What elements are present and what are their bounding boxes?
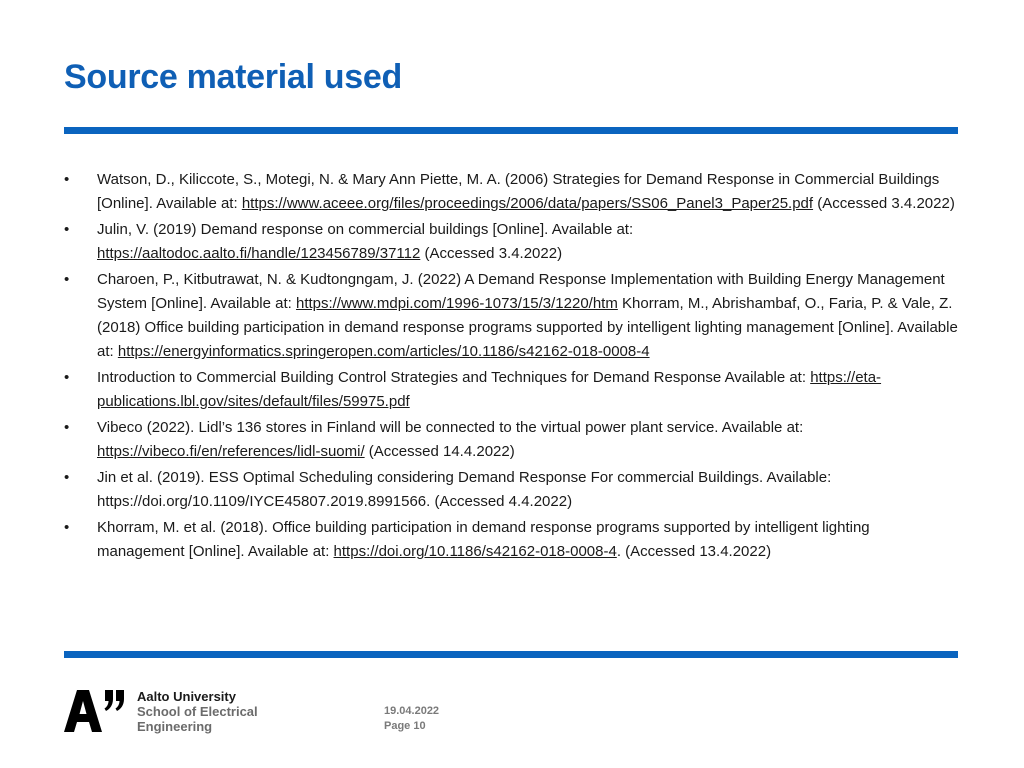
reference-text: Charoen, P., Kitbutrawat, N. & Kudtongngam, J. (2022) A Demand Response Implementation with Building Energy Management System [Online]. Available at: <box>97 271 945 312</box>
reference-item <box>64 268 960 364</box>
reference-item <box>64 366 960 414</box>
reference-link[interactable]: https://www.mdpi.com/1996-1073/15/3/1220/htm <box>296 295 618 312</box>
page-number: Page 10 <box>384 720 426 732</box>
slide-title: Source material used <box>64 58 402 96</box>
reference-text: Khorram, M. et al. (2018). Office building participation in demand response programs supported by intelligent lighting management [Online]. Available at: <box>97 519 870 560</box>
reference-item <box>64 416 960 464</box>
footer-organization <box>137 689 258 734</box>
school-name-line2: Engineering <box>137 719 213 734</box>
reference-item <box>64 466 960 514</box>
reference-list <box>64 168 960 566</box>
reference-link[interactable]: https://aaltodoc.aalto.fi/handle/123456789/37112 <box>97 245 421 262</box>
bullet-icon: • <box>64 519 70 536</box>
reference-link[interactable]: https://www.aceee.org/files/proceedings/2006/data/papers/SS06_Panel3_Paper25.pdf <box>241 195 814 212</box>
reference-item <box>64 168 960 216</box>
reference-text: Introduction to Commercial Building Control Strategies and Techniques for Demand Response Available at: <box>97 369 811 386</box>
bullet-icon: • <box>64 419 70 436</box>
reference-text: Julin, V. (2019) Demand response on commercial buildings [Online]. Available at: <box>97 221 634 238</box>
reference-accessed: (Accessed 3.4.2022) <box>813 195 955 212</box>
reference-link[interactable]: https://eta-publications.lbl.gov/sites/default/files/59975.pdf <box>97 369 882 410</box>
reference-text: Khorram, M., Abrishambaf, O., Faria, P. & Vale, Z. (2018) Office building participation in demand response programs supported by intelligent lighting management [Online]. Available at: <box>97 295 958 360</box>
aalto-logo-icon <box>64 690 126 732</box>
reference-link[interactable]: https://doi.org/10.1186/s42162-018-0008-4 <box>333 543 617 560</box>
reference-accessed: (Accessed 3.4.2022) <box>420 245 563 262</box>
reference-item <box>64 516 960 564</box>
reference-link[interactable]: https://energyinformatics.springeropen.com/articles/10.1186/s42162-018-0008-4 <box>117 343 650 360</box>
bullet-icon: • <box>64 221 70 238</box>
bullet-icon: • <box>64 171 70 188</box>
reference-item <box>64 218 960 266</box>
footer-meta <box>384 704 439 734</box>
bullet-icon: • <box>64 369 70 386</box>
bullet-icon: • <box>64 271 70 288</box>
reference-text: Watson, D., Kiliccote, S., Motegi, N. & Mary Ann Piette, M. A. (2006) Strategies for Demand Response in Commercial Buildings [Online]. Available at: <box>97 171 940 212</box>
reference-text: Jin et al. (2019). ESS Optimal Scheduling considering Demand Response For commercial Buildings. Available: https://doi.org/10.1109/IYCE45807.2019.8991566. (Accessed 4.4.2022) <box>97 469 832 510</box>
bullet-icon: • <box>64 469 70 486</box>
footer-divider <box>64 651 958 658</box>
reference-accessed: (Accessed 14.4.2022) <box>364 443 515 460</box>
slide-date: 19.04.2022 <box>384 705 440 717</box>
reference-accessed: . (Accessed 13.4.2022) <box>616 543 772 560</box>
reference-text: Vibeco (2022). Lidl’s 136 stores in Finland will be connected to the virtual power plant service. Available at: <box>97 419 804 436</box>
header-divider <box>64 127 958 134</box>
school-name-line1: School of Electrical <box>137 704 258 719</box>
reference-link[interactable]: https://vibeco.fi/en/references/lidl-suomi/ <box>97 443 365 460</box>
university-name: Aalto University <box>137 689 236 704</box>
